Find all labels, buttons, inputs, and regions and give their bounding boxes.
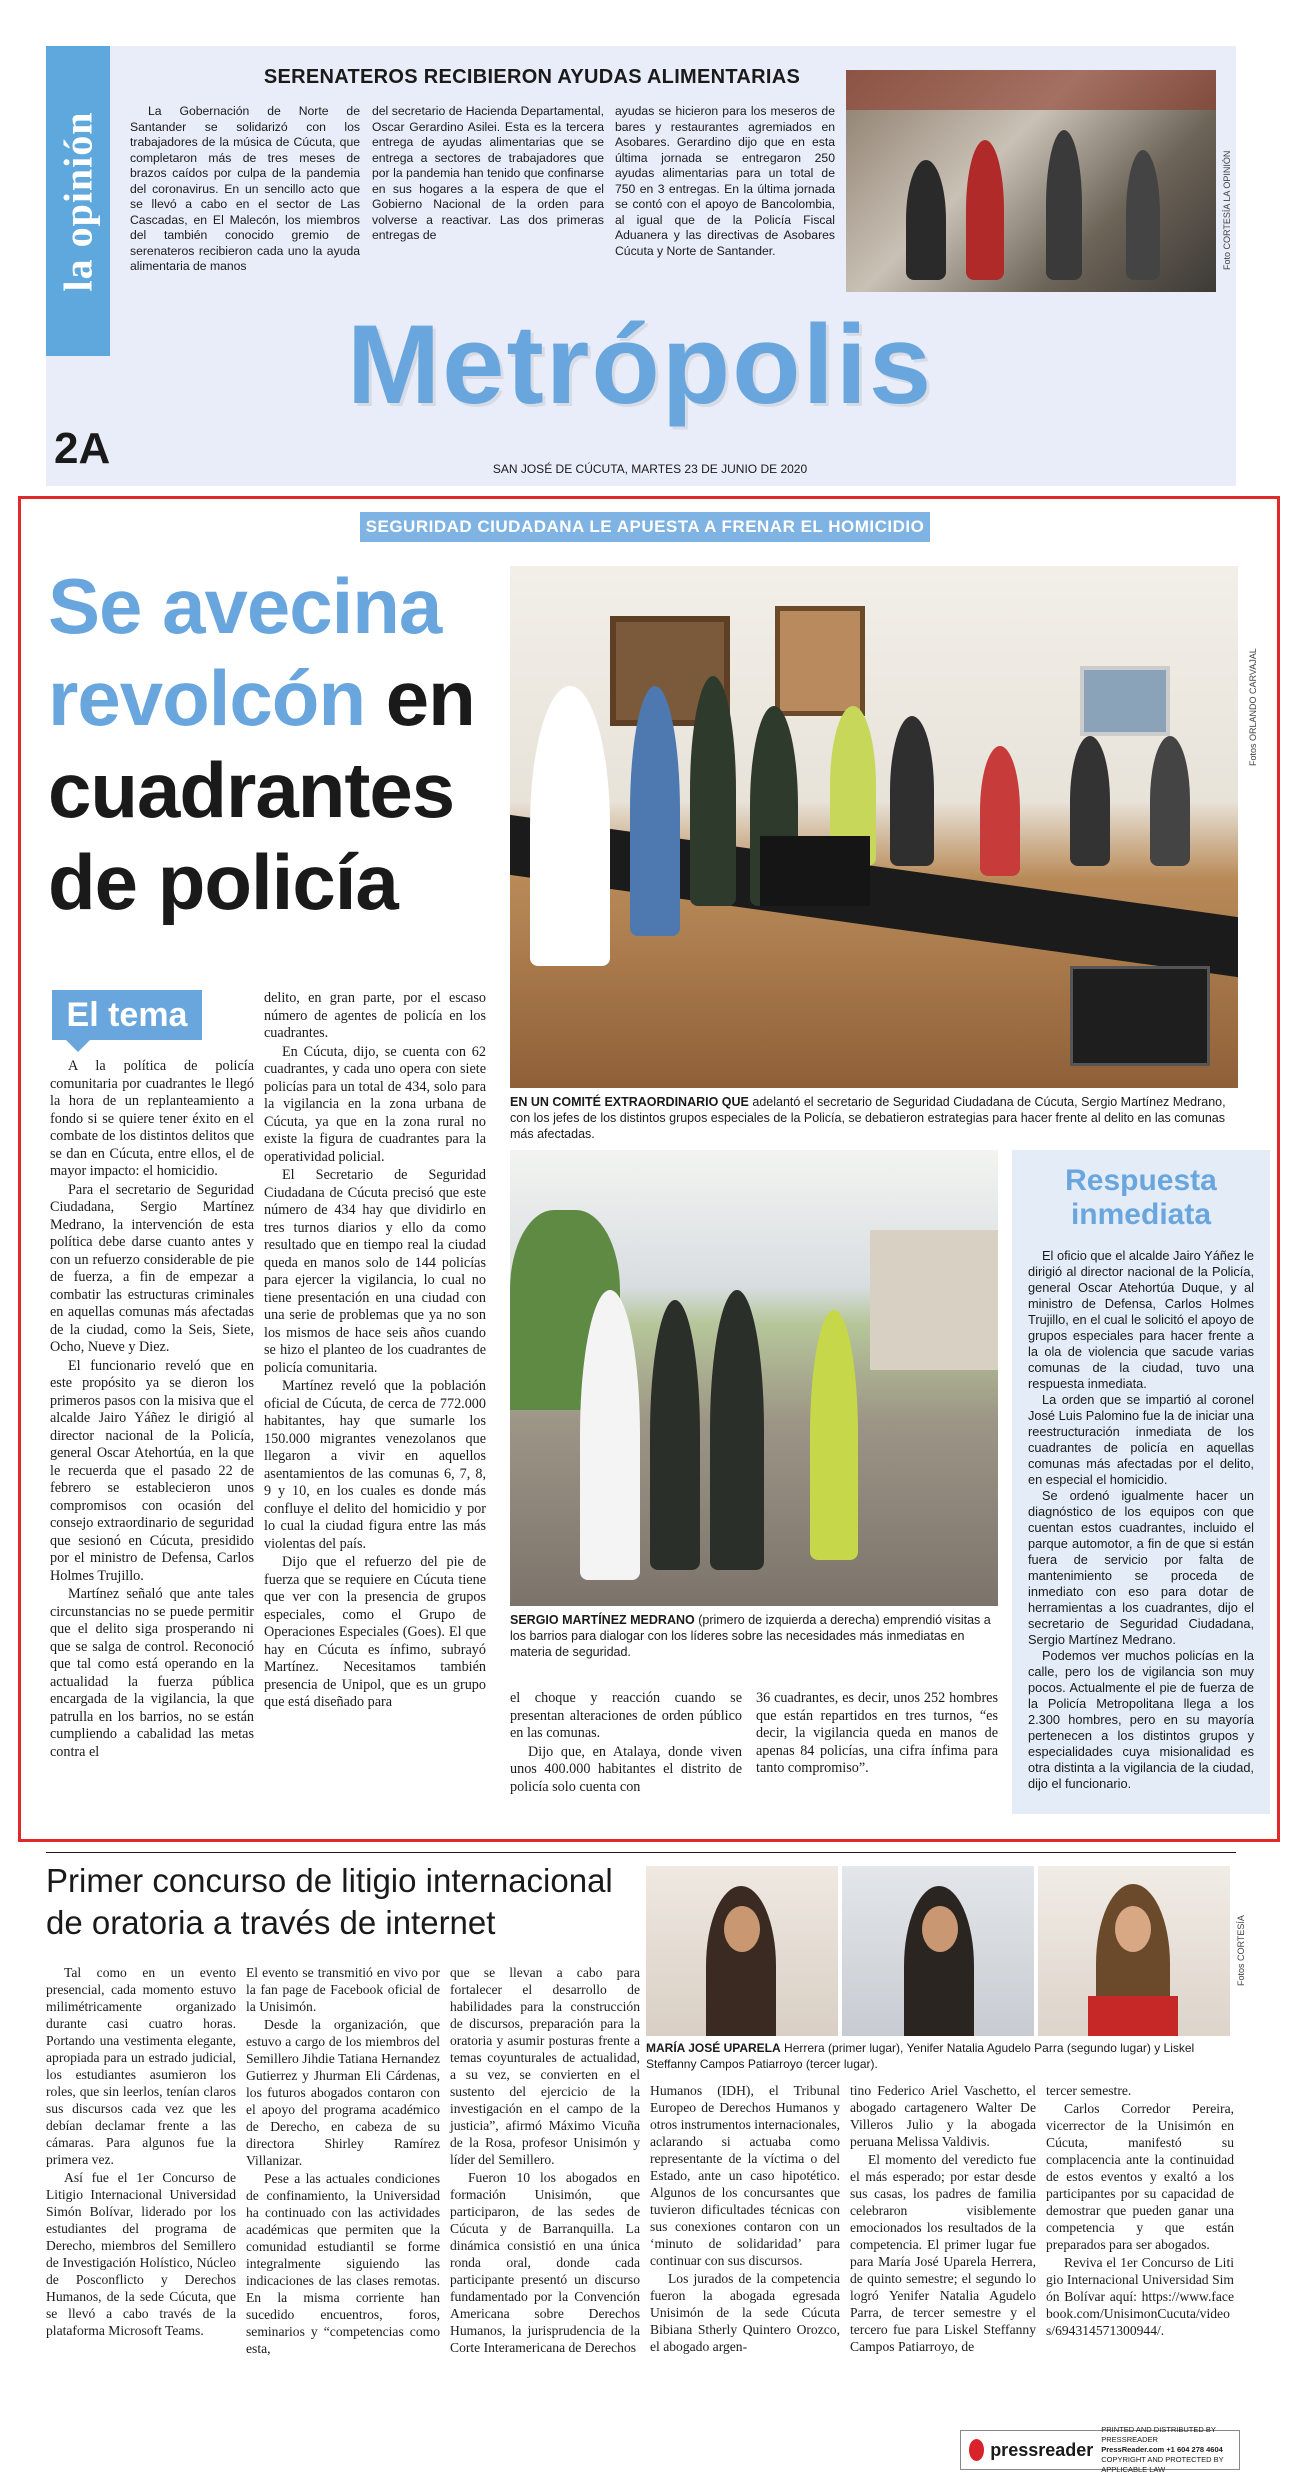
kicker: SEGURIDAD CIUDADANA LE APUESTA A FRENAR EL HOMICIDIO [360, 512, 930, 542]
section-divider [46, 1852, 1236, 1853]
main-column-1: A la política de policía comunitaria por cuadrantes le llegó la hora de un replanteamiento a fondo si se quiere tener éxito en el combate de los distintos delitos que se dan en Cúcuta, entre ellos, el de mayor impacto: el homicidio. Para el secretario de Seguridad Ciudadana, Sergio Martínez Medrano, la intervención de esta política debe darse cuanto antes y con un refuerzo considerable de pie de fuerza, a fin de empezar a combatir las estructuras criminales en aquellas comunas más afectadas de la ciudad, como la Seis, Siete, Ocho, Nueve y Diez. El funcionario reveló que en este propósito ya se dieron los primeros pasos con la misiva que el alcalde Jairo Yáñez le dirigió al director nacional de la Policía, general Oscar Atehortúa, en la que le recuerda que el pasado 22 de febrero se establecieron unos compromisos con ocasión del consejo extraordinario de seguridad que sesionó en Cúcuta, presidido por el ministro de Defensa, Carlos Holmes Trujillo. Martínez señaló que ante tales circunstancias no se puede permitir que el delito siga prosperando ni que se salga de control. Reconoció que tal como está operando en la actualidad la fuerza pública encargada de la vigilancia, la que patrulla en los barrios, no se están cumpliendo a cabalidad las metas contra el [50, 1058, 254, 1760]
meeting-photo-caption: EN UN COMITÉ EXTRAORDINARIO QUE adelantó el secretario de Seguridad Ciudadana de Cúcuta, Sergio Martínez Medrano, con los jefes de los distintos grupos especiales de la Policía, se debatieron estrategias para hacer frente al delito en las comunas más afectadas. [510, 1095, 1226, 1141]
main-column-2: delito, en gran parte, por el escaso número de agentes de policía en los cuadrantes. En Cúcuta, dijo, se cuenta con 62 cuadrantes, y cada uno opera con siete policías para un total de 434, solo para la vigilancia en la zona urbana de Cúcuta, ya que en la zona rural no existe la figura de cuadrantes para la operatividad policial. El Secretario de Seguridad Ciudadana de Cúcuta precisó que este número de 434 hay que dividirlo en tres turnos diarios y ello da como resultado que en tiempo real la ciudad queda en manos solo de 144 policías para ejercer la vigilancia, lo cual no tiene presentación en una ciudad con una serie de problemas que ya no son los mismos de hace seis años cuando se hizo el planteo de los cuadrantes de policía comunitaria. Martínez reveló que la población oficial de Cúcuta, de cerca de 772.000 habitantes, hay que sumarle los 150.000 migrantes venezolanos que llegaron a vivir en aquellos asentamientos de las comunas 6, 7, 8, 9 y 10, en los cuales es donde más confluye el delito del homicidio y por lo cual la ciudad figura entre las más violentas del país. Dijo que el refuerzo del pie de fuerza que se requiere en Cúcuta tiene que ver con la presencia de grupos especiales, como el Grupo de Operaciones Especiales (Goes). El que hay en Cúcuta es ínfimo, subrayó Martínez. Necesitamos también presencia de Unipol, que es un grupo que está diseñado para [264, 990, 486, 1710]
walk-photo-caption: SERGIO MARTÍNEZ MEDRANO (primero de izquierda a derecha) emprendió visitas a los barrios para dialogar con los líderes sobre las necesidades más inmediatas en materia de seguridad. [510, 1613, 991, 1659]
walk-photo [510, 1150, 998, 1606]
sidebox-title: Respuesta inmediata [1065, 1164, 1217, 1231]
main-column-3: el choque y reacción cuando se presentan alteraciones de orden público en las comunas. Dijo que, en Atalaya, donde viven unos 400.000 habitantes el distrito de policía solo cuenta con [510, 1690, 742, 1795]
footer-line-2: PressReader.com +1 604 278 4604 [1101, 2445, 1223, 2454]
brand-logo: la opinión [46, 46, 110, 356]
winners-caption: MARÍA JOSÉ UPARELA Herrera (primer lugar), Yenifer Natalia Agudelo Parra (segundo lugar) y Liskel Steffanny Campos Patiarroyo (tercer lugar). [646, 2041, 1195, 2071]
meeting-photo [510, 566, 1238, 1088]
second-column-1: Tal como en un evento presencial, cada momento estuvo milimétricamente organizado durante casi cuatro horas. Portando una vestimenta elegante, apropiada para un estrado judicial, los estudiantes asumieron los roles, que sin leerlos, tenían claros sus discursos cada vez que les debían declamar frente a las cámaras. Para algunos fue la primera vez. Así fue el 1er Concurso de Litigio Internacional Universidad Simón Bolívar, liderado por los estudiantes del programa de Derecho, miembros del Semillero de Investigación Holístico, Núcleo de Posconflicto y Derechos Humanos, de la sede Cúcuta, que se llevó a cabo través de la plataforma Microsoft Teams. [46, 1965, 236, 2338]
second-column-4: Humanos (IDH), el Tribunal Europeo de Derechos Humanos y otros instrumentos internacionales, aclarando si actuaba como representante de la víctima o del Estado, ante un caso hipotético. Algunos de los concursantes que tuvieron dificultades técnicas con sus conexiones contaron con un ‘minuto de solidaridad’ para continuar con sus discursos. Los jurados de la competencia fueron la abogada egresada Unisimón de la sede Cúcuta Bibiana Stherly Quintero Orozco, el abogado argen- [650, 2083, 840, 2354]
footer-line-1: PRINTED AND DISTRIBUTED BY PRESSREADER [1101, 2425, 1216, 2444]
second-column-5: tino Federico Ariel Vaschetto, el abogado cartagenero Walter De Villeros Julio y la abogada peruana Melissa Valdivis. El momento del veredicto fue el más esperado; por estar desde sus casas, los padres de familia celebraron visiblemente emocionados los resultados de la competencia. El primer lugar fue para María José Uparela Herrera, de quinto semestre; el segundo lo logró Yenifer Natalia Agudelo Parra, de tercer semestre y el tercero fue para Liskel Steffanny Campos Patiarroyo, de [850, 2083, 1036, 2354]
second-headline: Primer concurso de litigio internacional de oratoria a través de internet [46, 1862, 613, 1941]
second-column-2: El evento se transmitió en vivo por la fan page de Facebook oficial de la Unisimón. Desde la organización, que estuvo a cargo de los miembros del Semillero Jihdie Tatiana Hernandez Gutierrez y Jhurman Eli Cárdenas, los futuros abogados contaron con el apoyo del programa académico de Derecho, en cabeza de su directora Shirley Ramírez Villanizar. Pese a las actuales condiciones de confinamiento, la Universidad ha continuado con las actividades académicas que permiten que la comunidad estudiantil se forme integralmente siguiendo las indicaciones de las clases remotas. En la misma corriente han sucedido encuentros, foros, seminarios y “competencias como esta, [246, 1965, 440, 2356]
footer-line-3: COPYRIGHT AND PROTECTED BY APPLICABLE LAW [1101, 2455, 1224, 2474]
top-column-1: La Gobernación de Norte de Santander se solidarizó con los trabajadores de la música de Cúcuta, que completaron más de tres meses de brazos caídos por culpa de la pandemia del coronavirus. En un sencillo acto que se llevó a cabo en el sector de Las Cascadas, en El Malecón, los miembros del también conocido gremio de serenateros recibieron cada uno la ayuda alimentaria de manos [130, 104, 360, 273]
serenateros-photo [846, 70, 1216, 292]
sidebox-respuesta: Respuesta inmediata El oficio que el alcalde Jairo Yáñez le dirigió al director nacional de la Policía, general Oscar Atehortúa Duque, y al ministro de Defensa, Carlos Holmes Trujillo, en el cual le solicitó el apoyo de grupos especiales para hacer frente a la ola de violencia que sacude varias comunas de la ciudad, tuvo una respuesta inmediata. La orden que se impartió al coronel José Luis Palomino fue la de iniciar una reestructuración inmediata de los cuadrantes de policía en aquellas comunas más afectadas por el delito, en especial el homicidio. Se ordenó igualmente hacer un diagnóstico de los equipos con que cuentan estos cuadrantes, incluido el parque automotor, a fin de que si están fuera de servicio por falta de mantenimiento se proceda de inmediato con eso para dotar de herramientas a los cuadrantes, dijo el secretario de Seguridad Ciudadana, Sergio Martínez Medrano. Podemos ver muchos policías en la calle, pero los de vigilancia son muy pocos. Actualmente el pie de fuerza de la Policía Metropolitana llega a los 2.300 hombres, pero en su mayoría pertenecen a los distintos grupos y especialidades cuya misionalidad es otra distinta a la vigilancia de la ciudad, dijo el funcionario. [1012, 1150, 1270, 1814]
pressreader-footer [960, 2425, 1240, 2474]
winners-photo [646, 1866, 1230, 2036]
main-headline: Se avecina revolcón en cuadrantes de policía [48, 562, 475, 926]
top-photo-credit: Foto CORTESÍA LA OPINIÓN [1222, 150, 1232, 270]
section-title: Metrópolis [346, 302, 934, 427]
pressreader-brand: pressreader [990, 2439, 1094, 2460]
second-photo-credit: Fotos CORTESÍA [1236, 1915, 1246, 1986]
second-column-3: que se llevan a cabo para fortalecer el desarrollo de habilidades para la construcción de discursos, preparación para la oratoria y asumir posturas frente a temas coyunturales de actualidad, a su vez, se convierten en el sustento del ejercicio de la investigación en el campo de la justicia”, afirmó Máximo Vicuña de la Rosa, profesor Unisimón y líder del Semillero. Fueron 10 los abogados en formación Unisimón, que participaron, de las sedes de Cúcuta y de Barranquilla. La dinámica consistió en una única ronda oral, donde cada participante presentó un discurso fundamentado por la Convención Americana sobre Derechos Humanos, la jurisprudencia de la Corte Interamericana de Derechos [450, 1965, 640, 2355]
page-number: 2A [54, 424, 111, 473]
top-column-3: ayudas se hicieron para los meseros de bares y restaurantes agremiados en Asobares. Gerardino dijo que en esta última jornada se entregaron 250 ayudas alimentarias para un total de 750 en 3 entregas. En la última jornada se contó con el apoyo de Bancolombia, al igual que de la Policía Fiscal Aduanera y las directivas de Asobares Cúcuta y Norte de Santander. [615, 104, 835, 258]
dateline: SAN JOSÉ DE CÚCUTA, MARTES 23 DE JUNIO DE 2020 [492, 462, 808, 476]
main-photo-credit: Fotos ORLANDO CARVAJAL [1248, 648, 1258, 766]
top-column-2: del secretario de Hacienda Departamental, Oscar Gerardino Asilei. Esta es la tercera entrega de ayudas alimentarias que se entrega a sectores de trabajadores que por la pandemia han tenido que confinarse en sus hogares a la espera de que el Gobierno Nacional de la orden para volverse a reactivar. Las dos primeras entregas de [372, 104, 604, 242]
pressreader-icon [969, 2439, 984, 2461]
top-headline: SERENATEROS RECIBIERON AYUDAS ALIMENTARIAS [263, 66, 801, 88]
second-column-6: tercer semestre. Carlos Corredor Pereira, vicerrector de la Unisimón en Cúcuta, manifestó su complacencia ante la continuidad de estos eventos y exaltó a los participantes por su capacidad de demostrar que pueden ganar una competencia y que están preparados para ser abogados. Reviva el 1er Concurso de Litigio Internacional Universidad Simón Bolívar aquí: https://www.facebook.com/UnisimonCucuta/videos/694314571300944/. [1046, 2083, 1234, 2338]
section-tag: El tema [52, 990, 202, 1040]
main-column-4: 36 cuadrantes, es decir, unos 252 hombres que están repartidos en tres turnos, “es decir, la vigilancia queda en manos de apenas 84 policías, una cifra ínfima para tanto compromiso”. [756, 1690, 998, 1776]
